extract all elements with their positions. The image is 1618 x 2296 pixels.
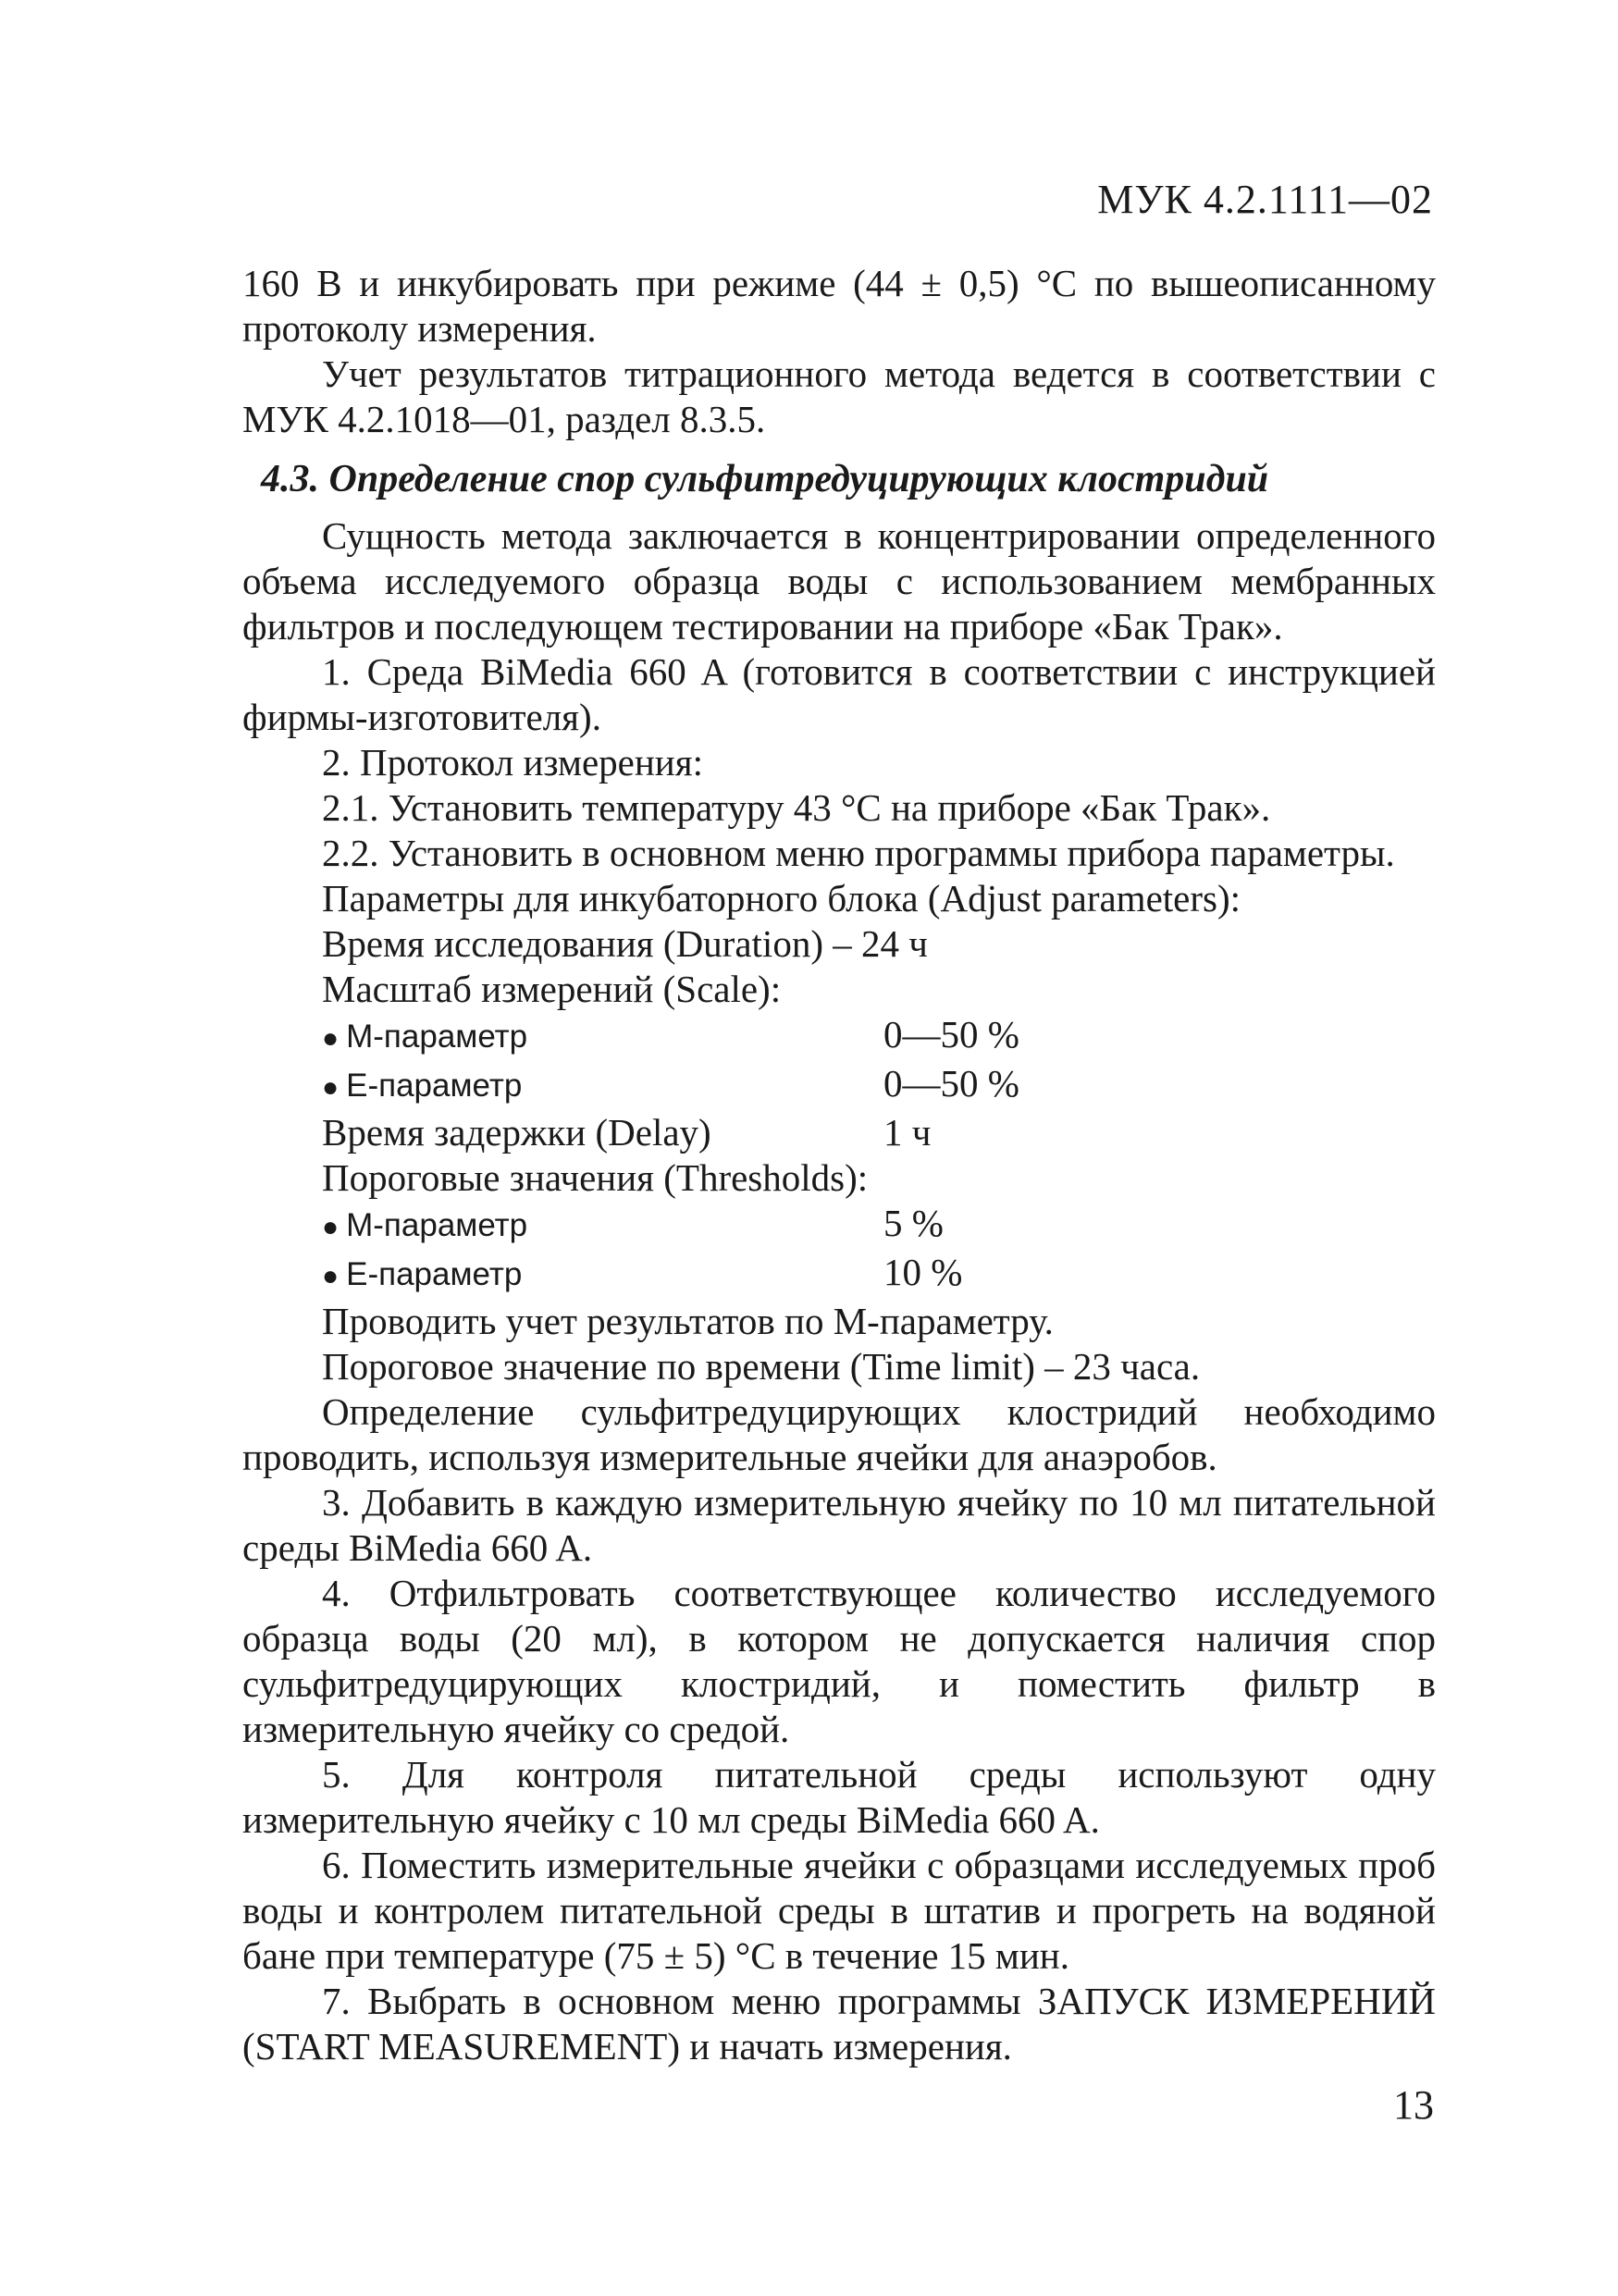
incubator-params-title: Параметры для инкубаторного блока (Adjust parameters):	[322, 877, 1241, 920]
page-number: 13	[1393, 2082, 1434, 2128]
paragraph-method-essence: Сущность метода заключается в концентрировании определенного объема исследуемого образца воды с использованием мембранных фильтров и последующем тестировании на приборе «Бак Трак».	[242, 514, 1436, 648]
scale-e-label: Е-параметр	[346, 1068, 523, 1104]
section-heading: 4.3. Определение спор сульфитредуцирующих клостридий	[261, 458, 1269, 500]
scale-e-value: 0—50 %	[883, 1062, 1019, 1105]
threshold-e-row	[322, 1250, 1436, 1299]
time-limit-param: Пороговое значение по времени (Time limit) – 23 часа.	[322, 1345, 1201, 1388]
bullet-icon: ●	[322, 1212, 340, 1242]
delay-value: 1 ч	[883, 1111, 932, 1154]
step-2: 2. Протокол измерения:	[322, 741, 703, 784]
scale-m-row	[322, 1012, 1436, 1061]
step-1: 1. Среда BiMedia 660 A (готовится в соответствии с инструкцией фирмы-изготовителя).	[242, 650, 1436, 738]
bullet-icon: ●	[322, 1261, 340, 1291]
paragraph-anaerobes: Определение сульфитредуцирующих клостридий необходимо проводить, используя измерительные ячейки для анаэробов.	[242, 1390, 1436, 1478]
bullet-icon: ●	[322, 1072, 340, 1103]
paragraph-titration: Учет результатов титрационного метода ведется в соответствии с МУК 4.2.1018—01, раздел 8.3.5.	[242, 352, 1436, 440]
step-2-1: 2.1. Установить температуру 43 °C на приборе «Бак Трак».	[322, 786, 1271, 829]
step-7: 7. Выбрать в основном меню программы ЗАПУСК ИЗМЕРЕНИЙ (START MEASUREMENT) и начать измерения.	[242, 1980, 1436, 2068]
step-6: 6. Поместить измерительные ячейки с образцами исследуемых проб воды и контролем питательной среды в штатив и прогреть на водяной бане при температуре (75 ± 5) °C в течение 15 мин.	[242, 1844, 1436, 1977]
document-code-header: МУК 4.2.1111—02	[1097, 177, 1433, 222]
delay-label: Время задержки (Delay)	[322, 1111, 711, 1154]
threshold-e-label: Е-параметр	[346, 1256, 523, 1292]
scale-m-value: 0—50 %	[883, 1013, 1019, 1055]
delay-row	[322, 1110, 1436, 1155]
bullet-icon: ●	[322, 1023, 340, 1054]
threshold-e-value: 10 %	[883, 1251, 963, 1293]
scale-e-row	[322, 1061, 1436, 1110]
threshold-m-row	[322, 1201, 1436, 1250]
threshold-m-label: М-параметр	[346, 1207, 528, 1243]
parameter-list	[322, 876, 1436, 1389]
page-content	[242, 261, 1436, 2069]
scale-m-label: М-параметр	[346, 1018, 528, 1055]
step-3: 3. Добавить в каждую измерительную ячейку по 10 мл питательной среды BiMedia 660 A.	[242, 1481, 1436, 1569]
step-2-2: 2.2. Установить в основном меню программы прибора параметры.	[322, 832, 1395, 874]
thresholds-title: Пороговые значения (Thresholds):	[322, 1156, 869, 1199]
scale-title: Масштаб измерений (Scale):	[322, 968, 782, 1010]
account-note: Проводить учет результатов по М-параметру.	[322, 1300, 1054, 1342]
threshold-m-value: 5 %	[883, 1202, 944, 1244]
step-5: 5. Для контроля питательной среды используют одну измерительную ячейку с 10 мл среды BiMedia 660 A.	[242, 1753, 1436, 1841]
paragraph-incubation: 160 В и инкубировать при режиме (44 ± 0,5) °C по вышеописанному протоколу измерения.	[242, 262, 1436, 350]
step-4: 4. Отфильтровать соответствующее количество исследуемого образца воды (20 мл), в котором не допускается наличия спор сульфитредуцирующих клостридий, и поместить фильтр в измерительную ячейку со средой.	[242, 1572, 1436, 1750]
duration-param: Время исследования (Duration) – 24 ч	[322, 922, 928, 965]
